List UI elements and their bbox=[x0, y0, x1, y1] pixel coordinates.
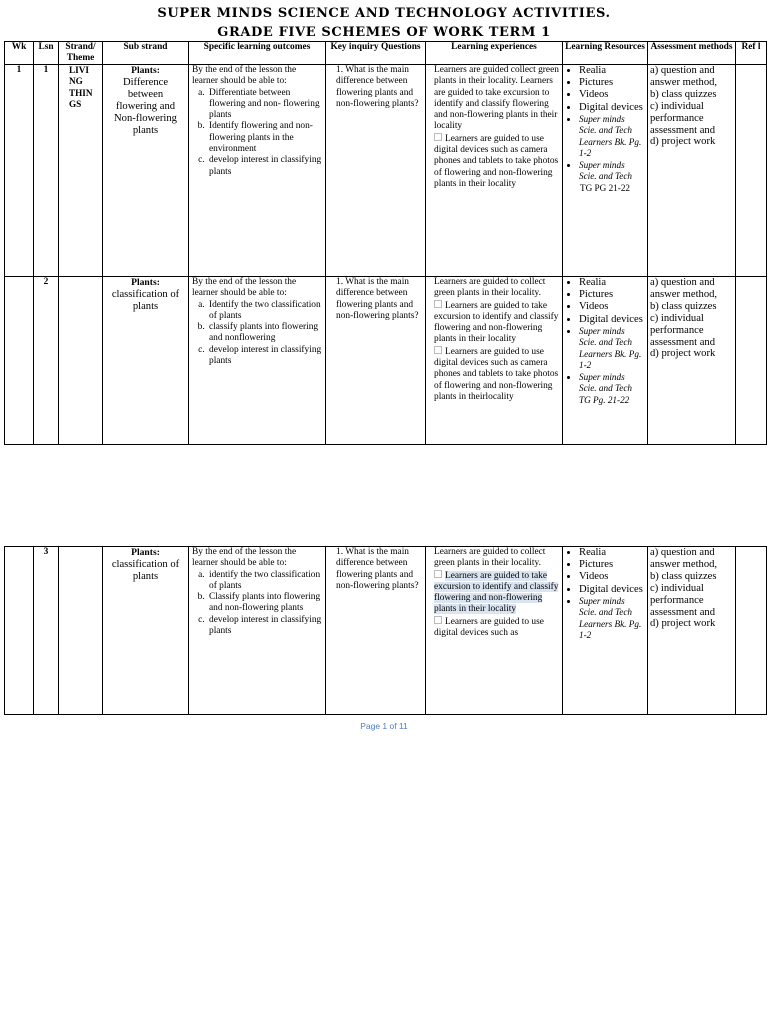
assessment-cell bbox=[648, 547, 736, 715]
col-header-outcomes: Specific learning outcomes bbox=[189, 42, 326, 65]
outcome-item: a. identify the two classification of plants bbox=[207, 570, 322, 593]
checkbox-glyph-icon bbox=[434, 346, 442, 354]
assessment-item: c) individual performance assessment and bbox=[650, 582, 716, 618]
outcome-item: c. develop interest in classifying plants bbox=[207, 615, 322, 638]
resource-item: • Videos bbox=[579, 301, 644, 313]
experience-text: Learners are guided to use digital devices such as camera phones and tablets to take photos of flowering and non-flowering plants in theirlocality bbox=[434, 346, 559, 402]
assessment-item: c) individual performance assessment and bbox=[650, 100, 716, 136]
col-header-assessment: Assessment methods bbox=[648, 42, 736, 65]
experience-text: Learners are guided to use digital devices such as bbox=[434, 616, 544, 639]
col-header-strand: Strand/ Theme bbox=[59, 42, 103, 65]
resources-cell bbox=[563, 65, 648, 277]
sub-strand-cell bbox=[103, 65, 189, 277]
resource-item: • Super minds Scie. and Tech TG Pg. 21-22 bbox=[579, 372, 644, 407]
resource-item: • Pictures bbox=[579, 559, 644, 571]
outcomes-cell bbox=[189, 547, 326, 715]
assessment-cell bbox=[648, 65, 736, 277]
sub-strand-title: Plants: bbox=[131, 65, 160, 76]
sub-strand-text: classification of plants bbox=[111, 559, 180, 582]
document-subtitle: GRADE FIVE SCHEMES OF WORK TERM 1 bbox=[217, 25, 551, 40]
key-inquiry-cell: 1. What is the main difference between flowering plants and non-flowering plants? bbox=[326, 547, 426, 715]
resource-item: • Pictures bbox=[579, 289, 644, 301]
resource-item: • Videos bbox=[579, 571, 644, 583]
resource-tail: TG PG 21-22 bbox=[580, 182, 631, 193]
col-header-wk: Wk bbox=[5, 42, 34, 65]
lesson-cell: 2 bbox=[34, 277, 59, 445]
week-cell bbox=[5, 547, 34, 715]
col-header-key-inquiry: Key inquiry Questions bbox=[326, 42, 426, 65]
document-title: SUPER MINDS SCIENCE AND TECHNOLOGY ACTIVITIES. bbox=[157, 6, 611, 21]
col-header-resources: Learning Resources bbox=[563, 42, 648, 65]
sub-strand-cell bbox=[103, 277, 189, 445]
resource-item: • Super minds Scie. and Tech bbox=[579, 160, 644, 183]
assessment-item: d) project work bbox=[650, 348, 716, 360]
outcomes-intro: By the end of the lesson the learner should be able to: bbox=[192, 547, 297, 569]
table-row bbox=[5, 277, 767, 445]
outcomes-intro: By the end of the lesson the learner should be able to: bbox=[192, 65, 297, 87]
outcome-item: b. Classify plants into flowering and non-flowering plants bbox=[207, 592, 322, 615]
table-row bbox=[5, 65, 767, 277]
experience-text: Learners are guided to take excursion to identify and classify flowering and non-flowering plants in their locality bbox=[434, 300, 559, 345]
assessment-item: a) question and answer method, bbox=[650, 65, 718, 88]
assessment-cell bbox=[648, 277, 736, 445]
experience-text: Learners are guided collect green plants in their locality. Learners are guided to take excursion to identify and classify flowering and non-flowering plants in their locality bbox=[434, 65, 559, 132]
lesson-cell: 3 bbox=[34, 547, 59, 715]
outcome-item: b. Identify flowering and non- flowering plants in the environment bbox=[207, 121, 322, 155]
table-header-row bbox=[5, 42, 767, 65]
page-number: Page 1 of 11 bbox=[360, 721, 408, 731]
ref-cell bbox=[736, 65, 767, 277]
resource-item: • Super minds Scie. and Tech Learners Bk. Pg. 1-2 bbox=[579, 596, 644, 642]
checkbox-glyph-icon bbox=[434, 616, 442, 624]
resource-item: • Digital devices bbox=[579, 314, 644, 326]
outcomes-cell bbox=[189, 277, 326, 445]
sub-strand-title: Plants: bbox=[131, 277, 160, 288]
outcome-item: a. Identify the two classification of plants bbox=[207, 300, 322, 323]
col-header-experiences: Learning experiences bbox=[426, 42, 563, 65]
experience-text-highlighted: Learners are guided to take excursion to identify and classify flowering and non-flowering plants in their locality bbox=[434, 570, 559, 615]
resource-item: • Realia bbox=[579, 65, 644, 77]
checkbox-glyph-icon bbox=[434, 570, 442, 578]
key-inquiry-cell: 1. What is the main difference between flowering plants and non-flowering plants? bbox=[326, 65, 426, 277]
key-inquiry-cell: 1. What is the main difference between flowering plants and non-flowering plants? bbox=[326, 277, 426, 445]
outcomes-intro: By the end of the lesson the learner should be able to: bbox=[192, 277, 297, 299]
sub-strand-text: classification of plants bbox=[111, 289, 180, 312]
scheme-table bbox=[4, 41, 767, 445]
assessment-item: b) class quizzes bbox=[650, 88, 717, 100]
week-cell bbox=[5, 277, 34, 445]
assessment-item: a) question and answer method, bbox=[650, 277, 718, 300]
assessment-item: d) project work bbox=[650, 136, 716, 148]
table-row bbox=[5, 547, 767, 715]
outcome-item: a. Differentiate between flowering and non- flowering plants bbox=[207, 88, 322, 122]
assessment-item: d) project work bbox=[650, 618, 716, 630]
strand-cell bbox=[59, 277, 103, 445]
resource-item: • Digital devices bbox=[579, 584, 644, 596]
resources-cell bbox=[563, 277, 648, 445]
experiences-cell bbox=[426, 277, 563, 445]
resource-item: • Pictures bbox=[579, 77, 644, 89]
ref-cell bbox=[736, 547, 767, 715]
assessment-item: a) question and answer method, bbox=[650, 547, 718, 570]
checkbox-glyph-icon bbox=[434, 300, 442, 308]
sub-strand-cell bbox=[103, 547, 189, 715]
assessment-item: b) class quizzes bbox=[650, 570, 717, 582]
col-header-ref: Ref l bbox=[736, 42, 767, 65]
resource-item: • Digital devices bbox=[579, 102, 644, 114]
scheme-table-continued bbox=[4, 546, 767, 715]
outcome-item: c. develop interest in classifying plants bbox=[207, 155, 322, 178]
experiences-cell bbox=[426, 547, 563, 715]
strand-cell bbox=[59, 547, 103, 715]
experience-text: Learners are guided to collect green plants in their locality. bbox=[434, 277, 546, 299]
col-header-lsn: Lsn bbox=[34, 42, 59, 65]
resource-item: • Realia bbox=[579, 547, 644, 559]
assessment-item: c) individual performance assessment and bbox=[650, 312, 716, 348]
resource-item: • Realia bbox=[579, 277, 644, 289]
checkbox-glyph-icon bbox=[434, 133, 442, 141]
sub-strand-title: Plants: bbox=[131, 547, 160, 558]
experiences-cell bbox=[426, 65, 563, 277]
resource-item: • Super minds Scie. and Tech Learners Bk. Pg. 1-2 bbox=[579, 114, 644, 160]
assessment-item: b) class quizzes bbox=[650, 300, 717, 312]
experience-text: Learners are guided to collect green plants in their locality. bbox=[434, 547, 546, 569]
strand-cell: LIVI NG THIN GS bbox=[59, 65, 103, 277]
sub-strand-text: Difference between flowering and Non-flowering plants bbox=[114, 77, 177, 136]
col-header-sub-strand: Sub strand bbox=[103, 42, 189, 65]
outcome-item: c. develop interest in classifying plants bbox=[207, 345, 322, 368]
outcomes-cell bbox=[189, 65, 326, 277]
ref-cell bbox=[736, 277, 767, 445]
week-cell: 1 bbox=[5, 65, 34, 277]
experience-text: Learners are guided to use digital devices such as camera phones and tablets to take photos of flowering and non-flowering plants in their locality bbox=[434, 133, 559, 189]
resources-cell bbox=[563, 547, 648, 715]
lesson-cell: 1 bbox=[34, 65, 59, 277]
resource-item: • Videos bbox=[579, 89, 644, 101]
outcome-item: b. classify plants into flowering and nonflowering bbox=[207, 322, 322, 345]
resource-item: • Super minds Scie. and Tech Learners Bk. Pg. 1-2 bbox=[579, 326, 644, 372]
